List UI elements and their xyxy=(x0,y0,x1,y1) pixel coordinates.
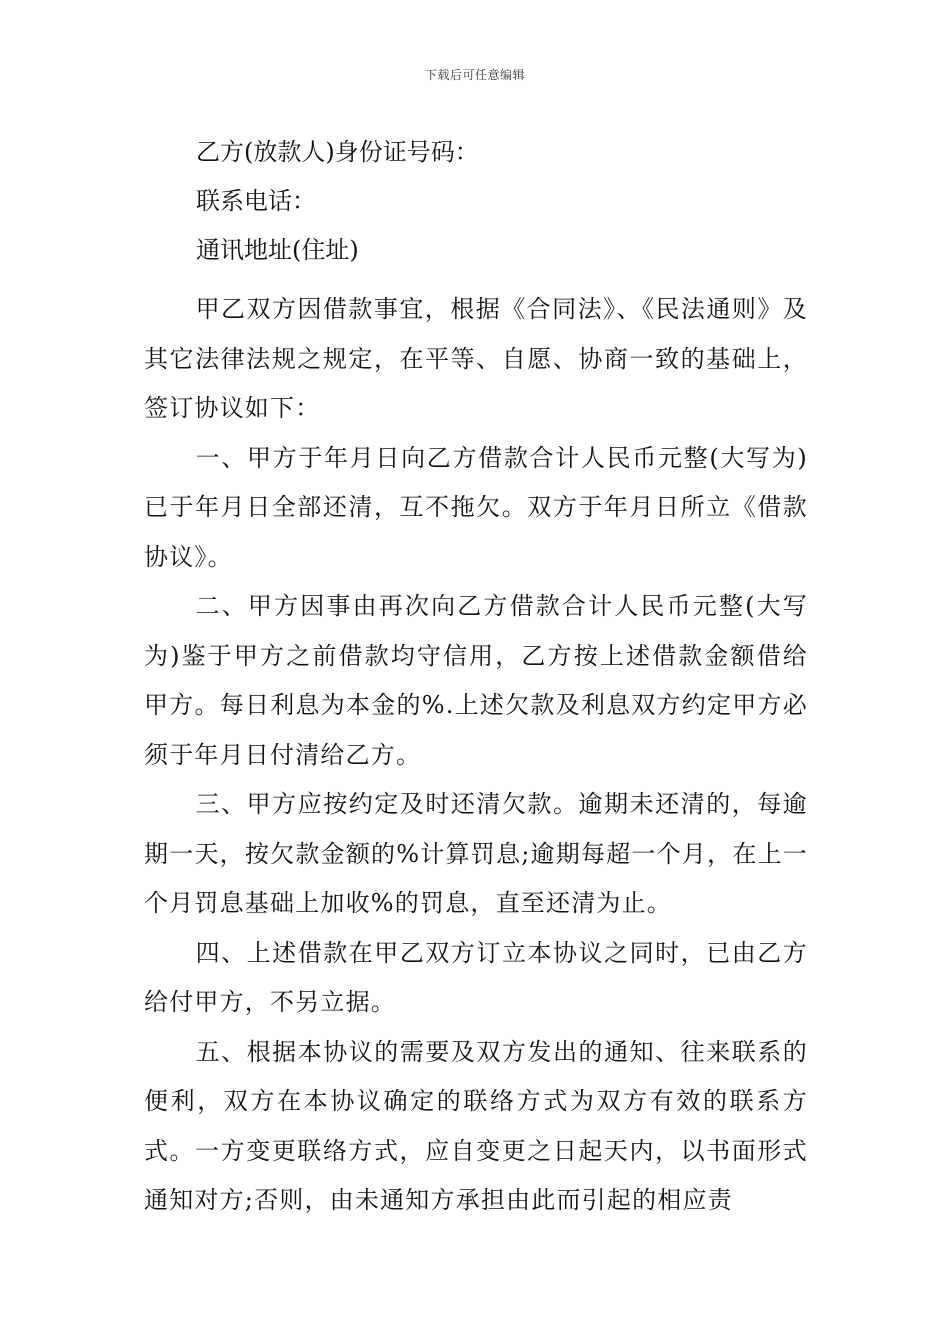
lender-id-number-field: 乙方(放款人)身份证号码： xyxy=(196,138,479,166)
clause-5-paragraph: 五、根据本协议的需要及双方发出的通知、往来联系的便利，双方在本协议确定的联络方式为双方有效的联系方式。一方变更联络方式，应自变更之日起天内，以书面形式通知对方;否则，由未通知方承担由此而引起的相应责 xyxy=(144,1037,808,1214)
agreement-intro-paragraph: 甲乙双方因借款事宜，根据《合同法》、《民法通则》及其它法律法规之规定，在平等、自愿、协商一致的基础上，签订协议如下： xyxy=(144,295,808,422)
contact-phone-field: 联系电话： xyxy=(196,187,316,215)
mailing-address-field: 通讯地址(住址) xyxy=(196,236,359,264)
clause-4-paragraph: 四、上述借款在甲乙双方订立本协议之同时，已由乙方给付甲方，不另立据。 xyxy=(144,938,808,1016)
document-body xyxy=(144,128,808,1226)
page-header-note: 下载后可任意编辑 xyxy=(424,68,525,82)
clause-2-paragraph: 二、甲方因事由再次向乙方借款合计人民币元整(大写为)鉴于甲方之前借款均守信用，乙方按上述借款金额借给甲方。每日利息为本金的%.上述欠款及利息双方约定甲方必须于年月日付清给乙方。 xyxy=(144,592,808,769)
clause-3-paragraph: 三、甲方应按约定及时还清欠款。逾期未还清的，每逾期一天，按欠款金额的%计算罚息;逾期每超一个月，在上一个月罚息基础上加收%的罚息，直至还清为止。 xyxy=(144,790,808,917)
clause-1-paragraph: 一、甲方于年月日向乙方借款合计人民币元整(大写为)已于年月日全部还清，互不拖欠。双方于年月日所立《借款协议》。 xyxy=(144,443,808,571)
